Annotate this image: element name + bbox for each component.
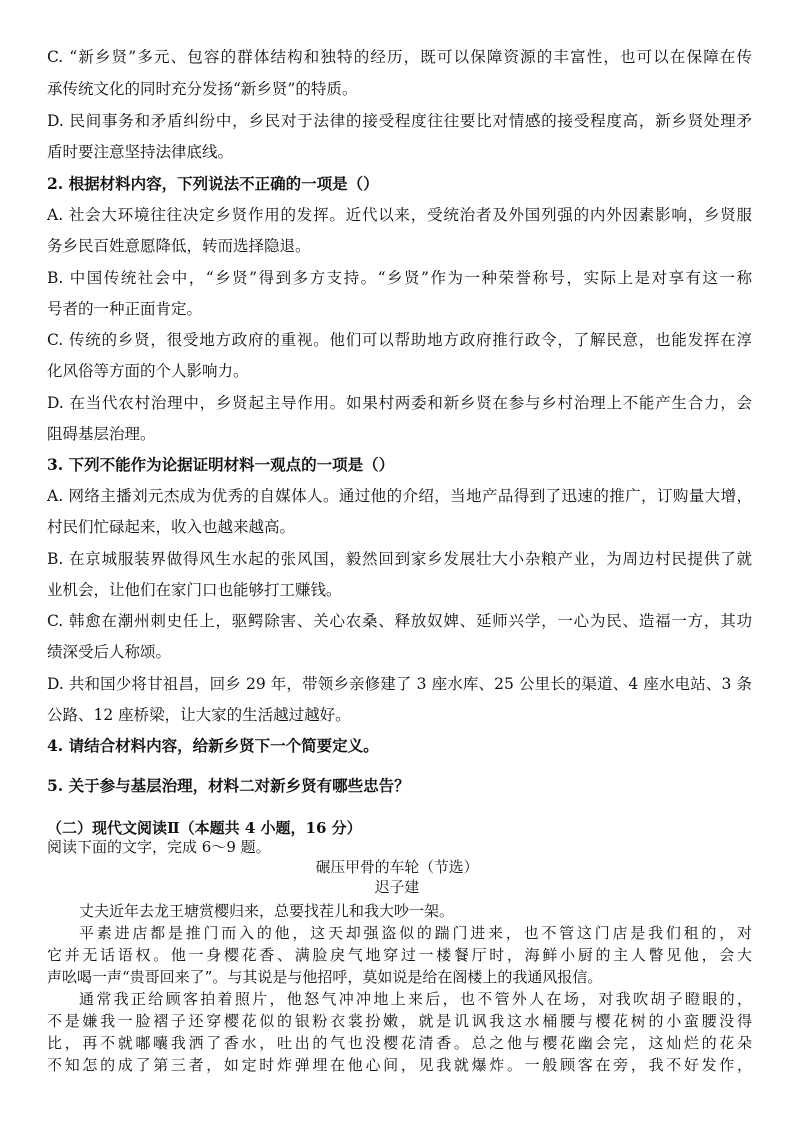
q3-option-a-line1: A. 网络主播刘元杰成为优秀的自媒体人。通过他的介绍，当地产品得到了迅速的推广，订购量大增，	[47, 487, 752, 505]
q2-option-c-line1: C. 传统的乡贤，很受地方政府的重视。他们可以帮助地方政府推行政令，了解民意，也能发挥在淳	[47, 331, 752, 349]
paragraph-3-line4: 不知怎的成了第三者，如定时炸弹埋在他心间，见我就爆炸。一般顾客在旁，我不好发作，	[47, 1056, 752, 1074]
q2-option-a-line1: A. 社会大环境往往决定乡贤作用的发挥。近代以来，受统治者及外国列强的内外因素影响，乡贤服	[47, 206, 752, 224]
passage-title: 碾压甲骨的车轮（节选）	[315, 859, 479, 876]
q2-option-d-line2: 阻碍基层治理。	[47, 425, 156, 443]
q1-option-c-line1: C. “新乡贤”多元、包容的群体结构和独特的经历，既可以保障资源的丰富性，也可以在保障在传	[47, 48, 752, 66]
paragraph-1: 丈夫近年去龙王塘赏樱归来，总要找茬儿和我大吵一架。	[79, 902, 455, 920]
q3-stem: 3. 下列不能作为论据证明材料一观点的一项是（）	[47, 455, 395, 474]
q1-option-d-line2: 盾时要注意坚持法律底线。	[47, 143, 234, 161]
q1-option-d-line1: D. 民间事务和矛盾纠纷中，乡民对于法律的接受程度往往要比对情感的接受程度高，新乡贤处理矛	[47, 112, 752, 130]
q3-option-c-line2: 绩深受后人称颂。	[47, 643, 172, 661]
q2-option-b-line2: 号者的一种正面肯定。	[47, 300, 203, 318]
paragraph-3-line1: 通常我正给顾客拍着照片，他怒气冲冲地上来后，也不管外人在场，对我吹胡子瞪眼的，	[79, 990, 752, 1008]
q5-stem: 5. 关于参与基层治理，材料二对新乡贤有哪些忠告？	[47, 776, 410, 795]
q3-option-d-line2: 公路、12 座桥梁，让大家的生活越过越好。	[47, 706, 351, 724]
paragraph-3-line2: 不是嫌我一脸褶子还穿樱花似的银粉衣裳扮嫩，就是讥讽我这水桶腰与樱花树的小蛮腰没得	[47, 1012, 752, 1030]
q2-option-d-line1: D. 在当代农村治理中，乡贤起主导作用。如果村两委和新乡贤在参与乡村治理上不能产生合力，会	[47, 394, 752, 412]
q3-option-d-line1: D. 共和国少将甘祖昌，回乡 29 年，带领乡亲修建了 3 座水库、25 公里长的渠道、4 座水电站、3 条	[47, 675, 752, 693]
q1-option-c-line2: 承传统文化的同时充分发扬“新乡贤”的特质。	[47, 80, 358, 98]
section-heading: （二）现代文阅读Ⅱ（本题共 4 小题，16 分）	[47, 819, 362, 837]
q3-option-a-line2: 村民们忙碌起来，收入也越来越高。	[47, 518, 296, 536]
q2-option-a-line2: 务乡民百姓意愿降低，转而选择隐退。	[47, 237, 311, 255]
paragraph-3-line3: 比，再不就嘟囔我洒了香水，吐出的气也没樱花清香。总之他与樱花幽会完，这灿烂的花朵	[47, 1034, 752, 1052]
paragraph-2-line2: 它并无话语权。他一身樱花香、满脸戾气地穿过一楼餐厅时，海鲜小厨的主人瞥见他，会大	[47, 946, 752, 964]
q3-option-c-line1: C. 韩愈在潮州刺史任上，驱鳄除害、关心农桑、释放奴婢、延师兴学，一心为民、造福一方，其功	[47, 612, 752, 630]
q3-option-b-line1: B. 在京城服装界做得风生水起的张风国，毅然回到家乡发展壮大小杂粮产业，为周边村民提供了就	[47, 550, 752, 568]
q2-option-b-line1: B. 中国传统社会中，“乡贤”得到多方支持。“乡贤”作为一种荣誉称号，实际上是对享有这一称	[47, 269, 752, 287]
passage-author: 迟子建	[374, 879, 420, 896]
section-instruction: 阅读下面的文字，完成 6～9 题。	[47, 838, 271, 856]
q2-stem: 2. 根据材料内容，下列说法不正确的一项是（）	[47, 174, 379, 193]
paragraph-2-line1: 平素进店都是推门而入的他，这天却强盗似的踹门进来，也不管这门店是我们租的，对	[79, 924, 752, 942]
q4-stem: 4. 请结合材料内容，给新乡贤下一个简要定义。	[47, 736, 379, 755]
paragraph-2-line3: 声吆喝一声“贵哥回来了”。与其说是与他招呼，莫如说是给在阁楼上的我通风报信。	[47, 968, 603, 986]
q2-option-c-line2: 化风俗等方面的个人影响力。	[47, 362, 249, 380]
q3-option-b-line2: 业机会，让他们在家门口也能够打工赚钱。	[47, 581, 342, 599]
